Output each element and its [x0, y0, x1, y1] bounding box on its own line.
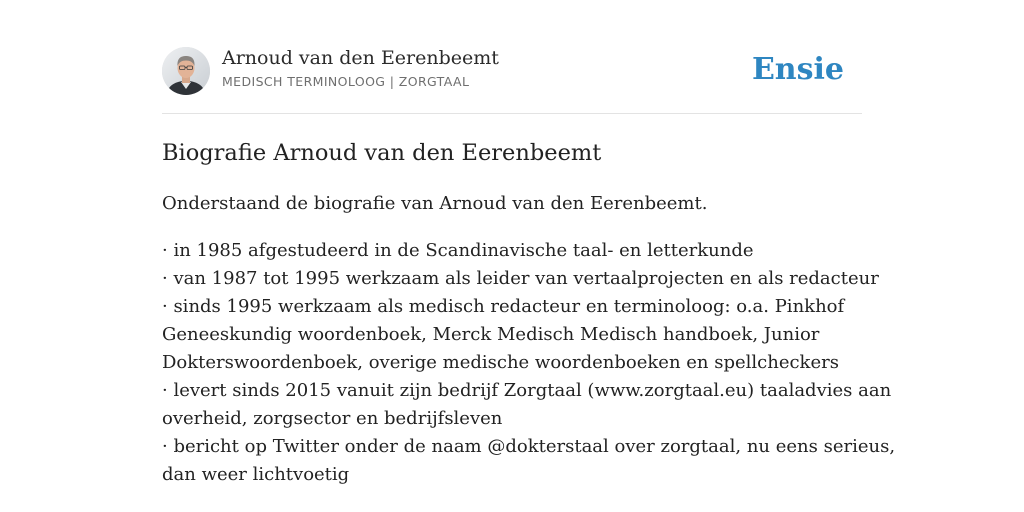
avatar-photo-icon	[162, 47, 210, 95]
biography-line: · sinds 1995 werkzaam als medisch redacteur en terminoloog: o.a. Pinkhof	[162, 296, 845, 317]
biography-line: · levert sinds 2015 vanuit zijn bedrijf Zorgtaal (www.zorgtaal.eu) taaladvies aan	[162, 380, 892, 401]
header-divider	[162, 113, 862, 114]
biography-line: · bericht op Twitter onder de naam @dokterstaal over zorgtaal, nu eens serieus,	[162, 436, 896, 457]
page-title: Biografie Arnoud van den Eerenbeemt	[162, 140, 602, 166]
biography-body	[162, 237, 896, 489]
biography-line: overheid, zorgsector en bedrijfsleven	[162, 408, 503, 429]
author-role: MEDISCH TERMINOLOOG | ZORGTAAL	[222, 74, 470, 89]
author-avatar[interactable]	[162, 47, 210, 95]
author-name[interactable]: Arnoud van den Eerenbeemt	[222, 47, 499, 69]
biography-line: · van 1987 tot 1995 werkzaam als leider van vertaalprojecten en als redacteur	[162, 268, 879, 289]
biography-line: Dokterswoordenboek, overige medische woordenboeken en spellcheckers	[162, 352, 839, 373]
author-header	[162, 46, 862, 96]
ensie-logo-link[interactable]: Ensie	[751, 52, 844, 87]
biography-line: dan weer lichtvoetig	[162, 464, 350, 485]
biography-line: · in 1985 afgestudeerd in de Scandinavische taal- en letterkunde	[162, 240, 754, 261]
intro-paragraph: Onderstaand de biografie van Arnoud van den Eerenbeemt.	[162, 193, 708, 214]
biography-line: Geneeskundig woordenboek, Merck Medisch Medisch handboek, Junior	[162, 324, 820, 345]
